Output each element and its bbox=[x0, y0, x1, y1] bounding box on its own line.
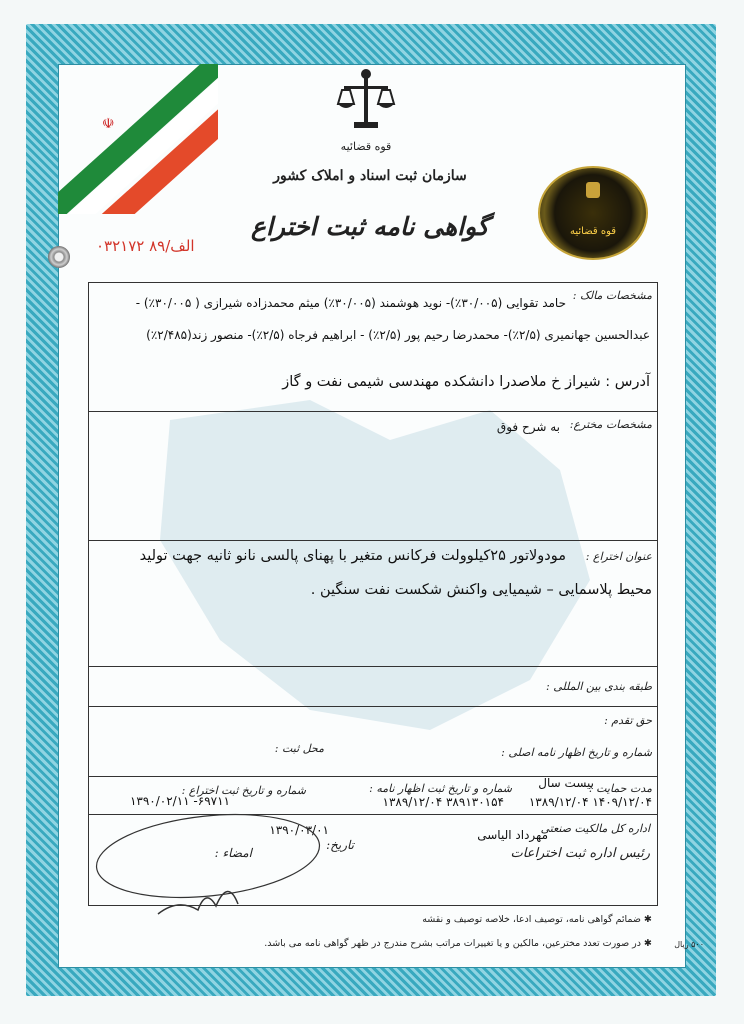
owner-line-2: عبدالحسین جهانمیری (۲/۵٪)- محمدرضا رحیم پور (۲/۵٪) - ابراهیم فرجاه (۲/۵٪)- منصور زند(۲/۴۸۵٪) bbox=[146, 328, 650, 342]
registration-place-label: محل ثبت : bbox=[274, 742, 324, 755]
organization-name: سازمان ثبت اسناد و املاک کشور bbox=[273, 168, 467, 184]
registration-number-value: ۶۹۷۱۱- ۱۳۹۰/۰۲/۱۱ bbox=[129, 794, 230, 808]
inventor-label: مشخصات مخترع: bbox=[569, 418, 652, 431]
handwritten-signature bbox=[88, 808, 348, 928]
seal-emblem-icon bbox=[586, 182, 600, 198]
judiciary-label: قوه قضائیه bbox=[340, 140, 392, 153]
owner-label: مشخصات مالک : bbox=[572, 289, 652, 302]
footer-note-1 bbox=[422, 914, 652, 925]
seal-text: قوه قضائیه bbox=[569, 226, 617, 237]
filing-number-value: ۳۸۹۱۳۰۱۵۴ ۱۳۸۹/۱۲/۰۴ bbox=[382, 795, 504, 809]
eyelet-icon bbox=[48, 246, 70, 268]
owner-line-1: حامد تقوایی (۳۰/۰۰۵٪)- نوید هوشمند (۳۰/۰۰۵٪) میثم محمدزاده شیرازی ( ۳۰/۰۰۵٪) - bbox=[135, 296, 566, 310]
star-bullet-icon: ✱ bbox=[644, 914, 652, 925]
date-value: ۱۳۹۰/۰۳/۰۱ bbox=[269, 823, 329, 837]
divider bbox=[88, 666, 658, 667]
stamp-value: ۵۰۰ ریال bbox=[674, 940, 704, 949]
footer-note-text: در صورت تعدد مخترعین، مالکین و یا تغییرات مراتب بشرح مندرج در ظهر گواهی نامه می باشد. bbox=[264, 938, 641, 949]
page-title: گواهی نامه ثبت اختراع bbox=[251, 212, 489, 241]
protection-period-value: بیست سال bbox=[538, 776, 594, 790]
iran-flag-ribbon bbox=[58, 64, 218, 214]
invention-title-label: عنوان اختراع : bbox=[585, 550, 652, 563]
registration-number-label: شماره و تاریخ ثبت اختراع : bbox=[181, 784, 306, 797]
signature-label: امضاء : bbox=[214, 846, 252, 860]
signatory-name: مهرداد الیاسی bbox=[477, 828, 548, 842]
inventor-value: به شرح فوق bbox=[496, 420, 560, 434]
owner-address: آدرس : شیراز خ ملاصدرا دانشکده مهندسی شیمی نفت و گاز bbox=[282, 374, 650, 390]
declaration-label: شماره و تاریخ اظهار نامه اصلی : bbox=[501, 746, 652, 759]
flag-emblem-icon: ☫ bbox=[102, 116, 115, 132]
divider bbox=[88, 540, 658, 541]
invention-title-line-2: محیط پلاسمایی – شیمیایی واکنش شکست نفت سنگین . bbox=[310, 582, 652, 598]
invention-title-line-1: مودولاتور ۲۵کیلوولت فرکانس متغیر با پهنای پالسی نانو ثانیه جهت تولید bbox=[139, 548, 566, 564]
priority-label: حق تقدم : bbox=[604, 714, 652, 727]
protection-period-label: مدت حمایت : bbox=[588, 782, 652, 795]
footer-note-2 bbox=[264, 938, 652, 949]
classification-label: طبقه بندی بین المللی : bbox=[546, 680, 652, 693]
date-label: تاریخ: bbox=[326, 838, 354, 852]
scales-of-justice-icon bbox=[336, 68, 396, 138]
serial-number: ۰۳۲۱۷۲ الف/۸۹ bbox=[96, 237, 195, 255]
office-label: اداره کل مالکیت صنعتی bbox=[540, 822, 650, 835]
divider bbox=[88, 411, 658, 412]
star-bullet-icon: ✱ bbox=[644, 938, 652, 949]
official-seal bbox=[538, 166, 648, 260]
divider bbox=[88, 706, 658, 707]
protection-dates: ۱۴۰۹/۱۲/۰۴ ۱۳۸۹/۱۲/۰۴ bbox=[528, 795, 652, 809]
department-head-label: رئیس اداره ثبت اختراعات bbox=[510, 846, 650, 861]
footer-note-text: ضمائم گواهی نامه، توصیف ادعا، خلاصه توصیف و نقشه bbox=[422, 914, 641, 925]
filing-number-label: شماره و تاریخ ثبت اظهار نامه : bbox=[369, 782, 512, 795]
